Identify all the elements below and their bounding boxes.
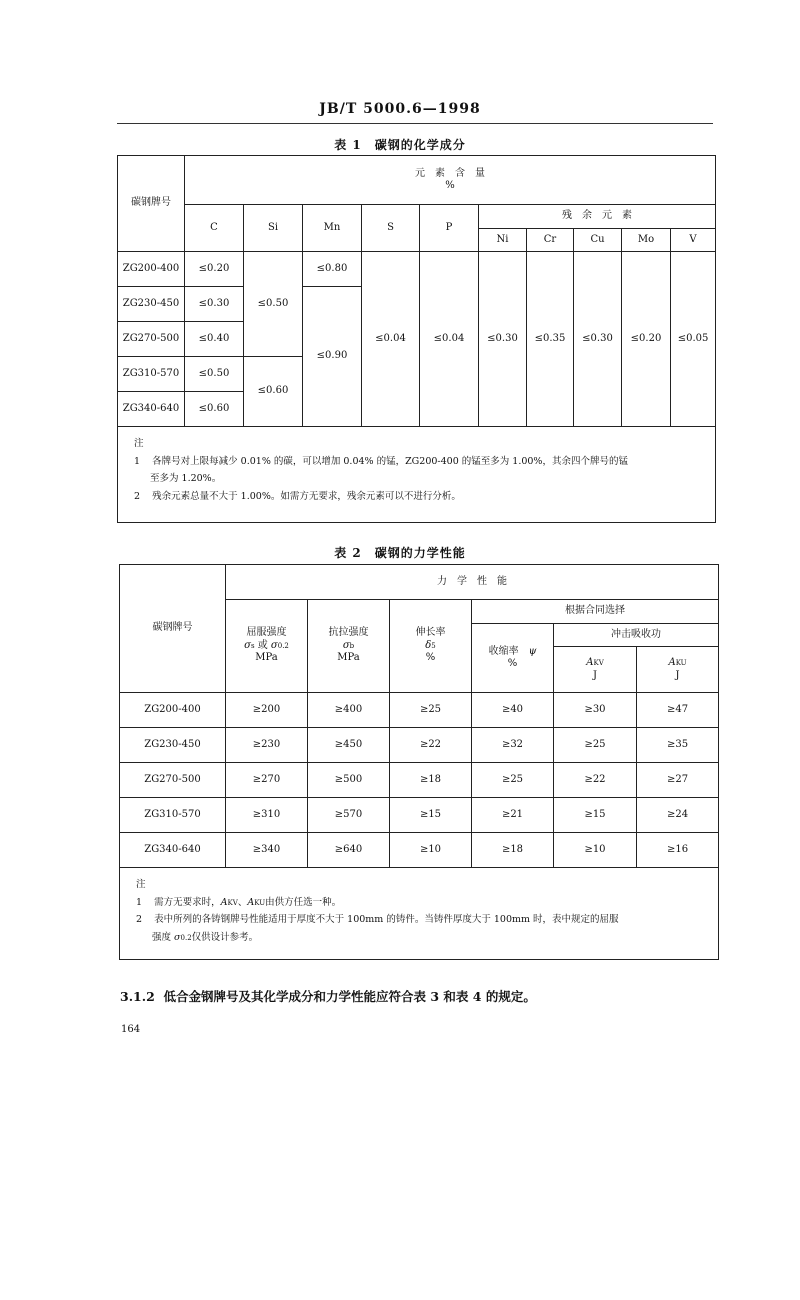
table2-row [120, 693, 719, 728]
note-akv-sub: KV [227, 898, 238, 907]
table2-row [120, 798, 719, 833]
note-2-post: 仅供设计参考。 [191, 931, 259, 943]
table1-v-value: ≤0.05 [671, 252, 716, 427]
yield-symbol-2-sub: 0.2 [277, 641, 289, 650]
table1-note-1-num: 1 [134, 455, 141, 467]
table2-aku: ≥24 [637, 798, 719, 833]
clause-text: 低合金钢牌号及其化学成分和力学性能应符合表 3 和表 4 的规定。 [163, 989, 536, 1004]
table1-p-value: ≤0.04 [420, 252, 479, 427]
table2-note-1 [136, 894, 708, 912]
table2-yield-unit: MPa [255, 652, 278, 664]
table2-grade: ZG310-570 [120, 798, 226, 833]
table1-col-cr: Cr [527, 229, 574, 252]
table2-grade: ZG340-640 [120, 833, 226, 868]
table2-reduction: ≥18 [472, 833, 554, 868]
table2-yield: ≥340 [226, 833, 308, 868]
table2-aku: ≥16 [637, 833, 719, 868]
table1-notes [118, 427, 716, 523]
table1-col-mn: Mn [303, 205, 362, 252]
table2-note-1-pre: 需方无要求时， [154, 896, 221, 908]
table2-tensile-name: 抗拉强度 [328, 627, 369, 639]
akv-symbol-sub: KV [593, 659, 604, 667]
table2-grade-header: 碳钢牌号 [120, 565, 226, 693]
table2-grade: ZG200-400 [120, 693, 226, 728]
table2-reduction-unit: % [507, 658, 518, 669]
table2-note-2 [136, 911, 708, 929]
table2-tensile: ≥640 [308, 833, 390, 868]
yield-or: 或 [254, 639, 271, 651]
table2-elong-header [390, 600, 472, 693]
aku-symbol: A [668, 657, 676, 668]
table1-col-p: P [420, 205, 479, 252]
table1-col-v: V [671, 229, 716, 252]
table2-akv: ≥10 [554, 833, 637, 868]
table2-notes-title: 注 [136, 879, 146, 890]
table2-akv: ≥25 [554, 728, 637, 763]
table2-aku: ≥35 [637, 728, 719, 763]
table1-c-value: ≤0.20 [185, 252, 244, 287]
table1-col-ni: Ni [479, 229, 527, 252]
table2-yield: ≥270 [226, 763, 308, 798]
table1-note-2-text: 残余元素总量不大于 1.00%。如需方无要求，残余元素可以不进行分析。 [152, 490, 461, 502]
table1-si-value: ≤0.60 [244, 357, 303, 427]
standard-header: JB/T 5000.6—1998 [319, 101, 481, 117]
table1-note-1-cont: 至多为 1.20%。 [150, 473, 222, 485]
table1-grade: ZG310-570 [118, 357, 185, 392]
table1-grade: ZG200-400 [118, 252, 185, 287]
note-aku-sub: KU [254, 898, 266, 907]
table1-notes-title: 注 [134, 438, 144, 449]
table2-note-1-post: 由供方任选一种。 [265, 896, 342, 908]
table1-residual-header: 残 余 元 素 [479, 205, 716, 229]
table2-akv: ≥15 [554, 798, 637, 833]
table1-grade: ZG340-640 [118, 392, 185, 427]
table2-aku: ≥47 [637, 693, 719, 728]
note-2-sigma: σ [174, 931, 181, 943]
note-aku-symbol: A [247, 896, 255, 908]
table2-tensile-header [308, 600, 390, 693]
table2-tensile: ≥500 [308, 763, 390, 798]
table2-elong: ≥25 [390, 693, 472, 728]
aku-unit: J [675, 669, 680, 681]
table2-reduction: ≥25 [472, 763, 554, 798]
table2-grade: ZG270-500 [120, 763, 226, 798]
table2-yield-header [226, 600, 308, 693]
table2-akv-header [554, 647, 637, 693]
table2-aku: ≥27 [637, 763, 719, 798]
table2-elong: ≥15 [390, 798, 472, 833]
table1-c-value: ≤0.60 [185, 392, 244, 427]
table2-notes [120, 868, 719, 960]
table2-reduction-header [472, 624, 554, 693]
table2-note-1-num: 1 [136, 896, 143, 908]
table2-mech-header: 力 学 性 能 [226, 565, 719, 600]
table2-impact-header: 冲击吸收功 [554, 624, 719, 647]
table1-mn-value: ≤0.80 [303, 252, 362, 287]
table2-tensile-unit: MPa [337, 652, 360, 664]
table1-c-value: ≤0.50 [185, 357, 244, 392]
table1-grade-header: 碳钢牌号 [118, 156, 185, 252]
aku-symbol-sub: KU [675, 659, 687, 667]
table2-elong: ≥18 [390, 763, 472, 798]
table1-col-mo: Mo [622, 229, 671, 252]
table2-note-2-cont [136, 929, 708, 947]
table2-reduction: ≥32 [472, 728, 554, 763]
table2-akv: ≥22 [554, 763, 637, 798]
table1-col-cu: Cu [574, 229, 622, 252]
table1-note-1-text: 各牌号对上限每减少 0.01% 的碳，可以增加 0.04% 的锰，ZG200-400 的锰至多为 1.00%，其余四个牌号的锰 [152, 455, 628, 467]
yield-symbol-sub: s [250, 641, 255, 650]
table1-caption: 表 1 碳钢的化学成分 [334, 138, 466, 152]
table2-elong: ≥22 [390, 728, 472, 763]
table2-yield: ≥310 [226, 798, 308, 833]
table1-ni-value: ≤0.30 [479, 252, 527, 427]
table2-row [120, 833, 719, 868]
table1-c-value: ≤0.40 [185, 322, 244, 357]
table1-unit: % [445, 180, 455, 191]
table2-reduction-name: 收缩率 [488, 645, 529, 657]
table1-grade: ZG270-500 [118, 322, 185, 357]
table1-content-title: 元 素 含 量 [415, 167, 486, 179]
table1-note-1 [134, 453, 705, 471]
reduction-symbol: ψ [528, 645, 537, 657]
page-number: 164 [121, 1024, 141, 1035]
yield-symbol-2: σ [270, 639, 278, 651]
note-sep: 、 [237, 896, 248, 908]
table1-col-c: C [185, 205, 244, 252]
table1-c-value: ≤0.30 [185, 287, 244, 322]
table2-reduction: ≥21 [472, 798, 554, 833]
elong-symbol-sub: 5 [431, 641, 436, 650]
table1-col-s: S [362, 205, 420, 252]
table2-yield: ≥230 [226, 728, 308, 763]
clause-3-1-2 [120, 987, 536, 1005]
table2-yield: ≥200 [226, 693, 308, 728]
table2-yield-name: 屈服强度 [246, 627, 287, 639]
table2-tensile: ≥450 [308, 728, 390, 763]
note-akv-symbol: A [220, 896, 228, 908]
table2-contract-header: 根据合同选择 [472, 600, 719, 624]
table2-elong-unit: % [425, 652, 436, 664]
table2-elong: ≥10 [390, 833, 472, 868]
table2-aku-header [637, 647, 719, 693]
header-rule [117, 123, 713, 124]
note-2-sigma-sub: 0.2 [180, 933, 192, 942]
table1-mo-value: ≤0.20 [622, 252, 671, 427]
table1-cu-value: ≤0.30 [574, 252, 622, 427]
table2-tensile: ≥400 [308, 693, 390, 728]
table2-note-2-text: 表中所列的各铸钢牌号性能适用于厚度不大于 100mm 的铸件。当铸件厚度大于 100mm 时，表中规定的屈服 [154, 914, 619, 926]
elong-symbol: δ [425, 639, 432, 651]
table1-col-si: Si [244, 205, 303, 252]
table1-s-value: ≤0.04 [362, 252, 420, 427]
table2-tensile: ≥570 [308, 798, 390, 833]
table2-akv: ≥30 [554, 693, 637, 728]
akv-symbol: A [586, 657, 594, 668]
tensile-symbol-sub: b [349, 641, 355, 650]
note-2-pre: 强度 [152, 931, 175, 943]
yield-symbol: σ [244, 639, 251, 651]
akv-unit: J [592, 669, 597, 681]
table2-grade: ZG230-450 [120, 728, 226, 763]
table1-cr-value: ≤0.35 [527, 252, 574, 427]
table1-chemical-composition [117, 155, 716, 523]
table1-mn-value: ≤0.90 [303, 287, 362, 427]
tensile-symbol: σ [342, 639, 350, 651]
table2-note-2-num: 2 [136, 914, 143, 926]
table2-elong-name: 伸长率 [415, 627, 446, 639]
table1-note-2 [134, 488, 705, 506]
table2-mechanical-properties [119, 564, 719, 960]
table2-row [120, 728, 719, 763]
table1-grade: ZG230-450 [118, 287, 185, 322]
table1-si-value: ≤0.50 [244, 252, 303, 357]
table2-reduction: ≥40 [472, 693, 554, 728]
table2-caption: 表 2 碳钢的力学性能 [334, 546, 466, 560]
table1-note-2-num: 2 [134, 490, 141, 502]
table2-row [120, 763, 719, 798]
clause-number: 3.1.2 [120, 989, 155, 1004]
table1-content-header [185, 156, 716, 205]
